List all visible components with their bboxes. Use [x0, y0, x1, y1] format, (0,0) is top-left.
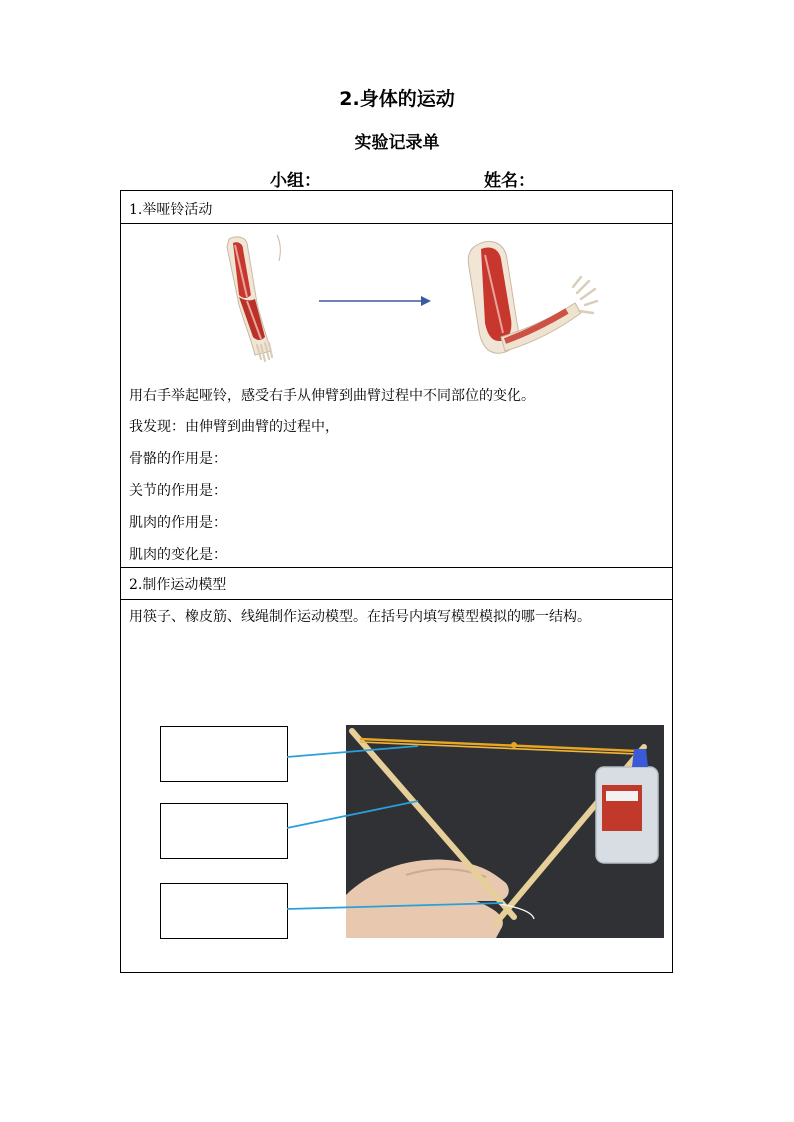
muscle-role-prompt: 肌肉的作用是：: [129, 515, 227, 531]
bent-arm-illustration: [457, 237, 605, 361]
answer-box-joint[interactable]: [160, 883, 288, 939]
discovery-text: 我发现：由伸臂到曲臂的过程中，: [129, 419, 339, 435]
model-photo: [346, 725, 664, 938]
row-divider: [121, 223, 672, 224]
answer-box-chopstick[interactable]: [160, 803, 288, 859]
row-divider: [121, 599, 672, 600]
group-label: 小组：: [270, 171, 321, 191]
section1-heading: 1.举哑铃活动: [129, 202, 213, 218]
answer-box-rubber-band[interactable]: [160, 726, 288, 782]
worksheet-subtitle: 实验记录单: [354, 133, 440, 153]
bone-role-prompt: 骨骼的作用是：: [129, 451, 227, 467]
direction-arrow-icon: [317, 294, 433, 308]
name-label: 姓名：: [484, 171, 535, 191]
section1-instruction: 用右手举起哑铃，感受右手从伸臂到曲臂过程中不同部位的变化。: [129, 388, 535, 404]
extended-arm-illustration: [217, 233, 287, 373]
section2-instruction: 用筷子、橡皮筋、线绳制作运动模型。在括号内填写模型模拟的哪一结构。: [129, 609, 591, 625]
worksheet-title: 2.身体的运动: [339, 88, 455, 110]
muscle-change-prompt: 肌肉的变化是：: [129, 547, 227, 563]
record-table: [120, 190, 673, 973]
joint-role-prompt: 关节的作用是：: [129, 483, 227, 499]
row-divider: [121, 567, 672, 568]
section2-heading: 2.制作运动模型: [129, 577, 227, 593]
